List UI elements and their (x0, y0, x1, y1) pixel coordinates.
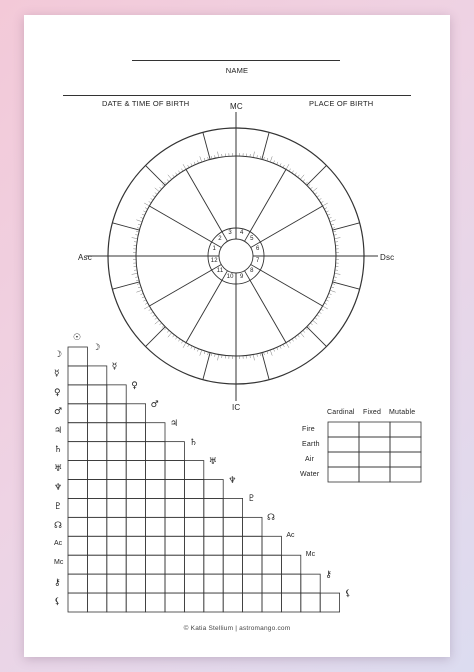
diagonal-glyph-4: ♂ (150, 399, 159, 410)
row-glyph-6: ♄ (54, 445, 63, 456)
elements-cell (328, 422, 359, 437)
house-number-1: 1 (212, 246, 217, 253)
row-glyph-8: ♆ (54, 482, 63, 493)
diagonal-glyph-9: ♇ (247, 494, 256, 505)
elements-cell (390, 437, 421, 452)
house-number-5: 5 (250, 236, 254, 243)
elements-cell (328, 452, 359, 467)
house-number-4: 4 (240, 230, 244, 237)
elements-cell (359, 422, 390, 437)
diagonal-glyph-3: ♀ (131, 380, 138, 391)
col-cardinal: Cardinal (327, 409, 355, 416)
house-number-10: 10 (226, 273, 234, 280)
footer-credit: © Katia Stellium | astromango.com (183, 625, 291, 632)
elements-cell (328, 467, 359, 482)
elements-cell (390, 467, 421, 482)
row-glyph-5: ♃ (54, 426, 63, 437)
diagonal-glyph-2: ☿ (111, 361, 118, 372)
row-glyph-4: ♂ (54, 407, 63, 418)
diagonal-glyph-6: ♄ (189, 437, 198, 448)
house-number-8: 8 (250, 267, 254, 274)
diagonal-glyph-7: ♅ (208, 456, 217, 467)
elements-cell (359, 437, 390, 452)
date-time-label: DATE & TIME OF BIRTH (102, 99, 190, 108)
col-fixed: Fixed (363, 409, 382, 416)
diagonal-glyph-14: ⚸ (344, 589, 352, 600)
row-glyph-9: ♇ (54, 501, 63, 512)
row-glyph-10: ☊ (54, 520, 62, 531)
diagonal-glyph-12: Mc (305, 551, 316, 559)
house-number-11: 11 (216, 267, 224, 274)
chart-worksheet-page (24, 15, 450, 657)
dsc-label: Dsc (380, 253, 395, 262)
row-glyph-12: Mc (54, 558, 64, 566)
house-number-12: 12 (210, 257, 218, 264)
col-mutable: Mutable (389, 409, 416, 416)
row-glyph-14: ⚸ (54, 596, 61, 607)
row-water: Water (300, 471, 320, 478)
row-earth: Earth (302, 441, 320, 448)
ic-label: IC (232, 403, 241, 412)
row-glyph-2: ☿ (54, 369, 60, 380)
row-glyph-13: ⚷ (54, 577, 61, 588)
house-number-9: 9 (240, 273, 244, 280)
row-glyph-3: ♀ (54, 388, 61, 399)
elements-cell (359, 467, 390, 482)
elements-cell (390, 422, 421, 437)
house-number-2: 2 (218, 236, 222, 243)
house-number-3: 3 (228, 230, 232, 237)
sun-glyph-column: ☉ (73, 333, 82, 343)
elements-cell (359, 452, 390, 467)
elements-table-grid (24, 15, 450, 657)
row-air: Air (305, 456, 315, 463)
row-glyph-1: ☽ (54, 350, 63, 361)
diagonal-glyph-8: ♆ (228, 475, 237, 486)
house-number-6: 6 (255, 246, 260, 253)
diagonal-glyph-1: ☽ (92, 343, 101, 353)
asc-label: Asc (78, 253, 92, 262)
place-label: PLACE OF BIRTH (309, 99, 374, 108)
diagonal-glyph-11: Ac (286, 532, 295, 540)
row-fire: Fire (302, 426, 315, 433)
name-label: NAME (225, 66, 249, 75)
row-glyph-11: Ac (54, 539, 63, 547)
mc-label: MC (230, 102, 243, 111)
house-number-7: 7 (255, 257, 260, 264)
diagonal-glyph-5: ♃ (170, 418, 179, 429)
elements-cell (390, 452, 421, 467)
diagonal-glyph-13: ⚷ (325, 570, 332, 581)
diagonal-glyph-10: ☊ (267, 513, 275, 524)
elements-cell (328, 437, 359, 452)
row-glyph-7: ♅ (54, 464, 63, 475)
